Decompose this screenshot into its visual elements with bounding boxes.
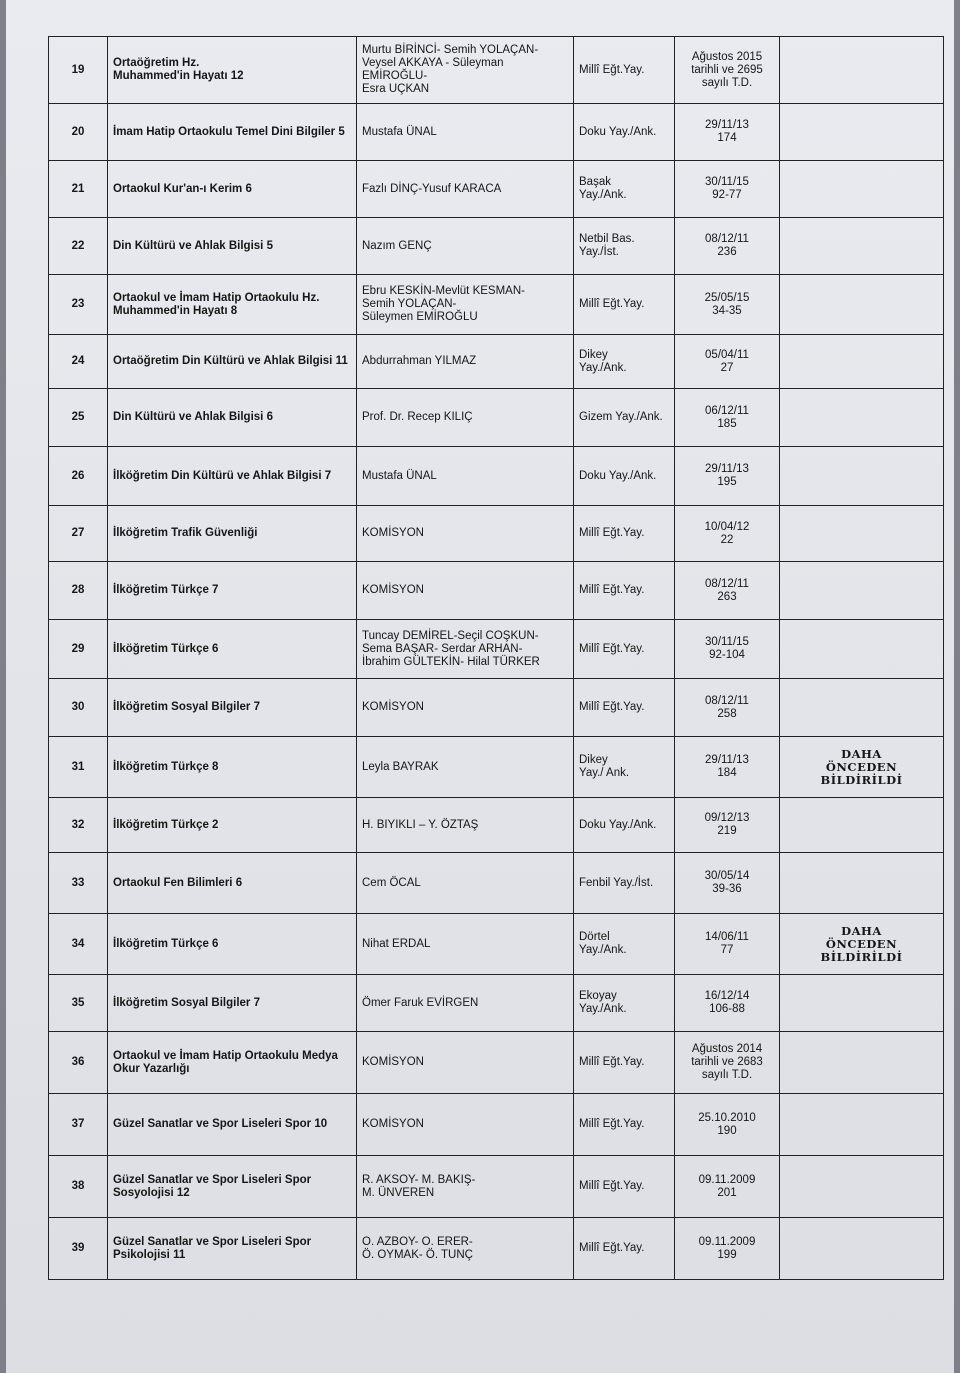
book-title: Ortaokul ve İmam Hatip Ortaokulu Medya Okur Yazarlığı (108, 1032, 357, 1094)
book-title: İlköğretim Türkçe 6 (108, 620, 357, 679)
status-note (780, 853, 944, 914)
row-number: 31 (49, 737, 108, 798)
book-publisher: Doku Yay./Ank. (574, 447, 675, 506)
book-author: Ömer Faruk EVİRGEN (357, 975, 574, 1032)
approval-date: 30/11/15 92-104 (675, 620, 780, 679)
book-publisher: Millî Eğt.Yay. (574, 1218, 675, 1280)
book-author: Ebru KESKİN-Mevlüt KESMAN- Semih YOLAÇAN- Süleymen EMİROĞLU (357, 275, 574, 335)
book-publisher: Dikey Yay./Ank. (574, 335, 675, 389)
book-publisher: Başak Yay./Ank. (574, 161, 675, 218)
approval-date: 08/12/11 258 (675, 679, 780, 737)
approval-date: 29/11/13 184 (675, 737, 780, 798)
table-row (49, 1032, 944, 1094)
book-publisher: Doku Yay./Ank. (574, 104, 675, 161)
table-body (49, 37, 944, 1280)
row-number: 23 (49, 275, 108, 335)
book-author: Cem ÖCAL (357, 853, 574, 914)
approval-date: 14/06/11 77 (675, 914, 780, 975)
book-title: Ortaokul Fen Bilimleri 6 (108, 853, 357, 914)
row-number: 39 (49, 1218, 108, 1280)
status-note (780, 1218, 944, 1280)
book-author: Murtu BİRİNCİ- Semih YOLAÇAN- Veysel AKKAYA - Süleyman EMİROĞLU- Esra UÇKAN (357, 37, 574, 104)
row-number: 28 (49, 562, 108, 620)
table-row (49, 104, 944, 161)
status-note (780, 1032, 944, 1094)
book-author: Mustafa ÜNAL (357, 447, 574, 506)
book-title: İlköğretim Sosyal Bilgiler 7 (108, 975, 357, 1032)
status-note (780, 1156, 944, 1218)
book-publisher: Netbil Bas. Yay./İst. (574, 218, 675, 275)
table-row (49, 1094, 944, 1156)
table-row (49, 161, 944, 218)
table-row (49, 798, 944, 853)
book-title: İlköğretim Türkçe 7 (108, 562, 357, 620)
book-publisher: Ekoyay Yay./Ank. (574, 975, 675, 1032)
book-publisher: Millî Eğt.Yay. (574, 1094, 675, 1156)
book-publisher: Dikey Yay./ Ank. (574, 737, 675, 798)
book-author: Nazım GENÇ (357, 218, 574, 275)
book-author: KOMİSYON (357, 679, 574, 737)
book-publisher: Dörtel Yay./Ank. (574, 914, 675, 975)
status-note (780, 1094, 944, 1156)
approval-date: 09.11.2009 199 (675, 1218, 780, 1280)
book-title: İmam Hatip Ortaokulu Temel Dini Bilgiler 5 (108, 104, 357, 161)
book-publisher: Millî Eğt.Yay. (574, 506, 675, 562)
approval-date: 25.10.2010 190 (675, 1094, 780, 1156)
row-number: 34 (49, 914, 108, 975)
book-title: Din Kültürü ve Ahlak Bilgisi 6 (108, 389, 357, 447)
status-note (780, 447, 944, 506)
book-author: KOMİSYON (357, 1094, 574, 1156)
table-row (49, 853, 944, 914)
book-title: Ortaokul ve İmam Hatip Ortaokulu Hz. Muhammed'in Hayatı 8 (108, 275, 357, 335)
book-title: İlköğretim Din Kültürü ve Ahlak Bilgisi 7 (108, 447, 357, 506)
book-title: İlköğretim Sosyal Bilgiler 7 (108, 679, 357, 737)
book-publisher: Gizem Yay./Ank. (574, 389, 675, 447)
table-row (49, 506, 944, 562)
book-title: İlköğretim Trafik Güvenliği (108, 506, 357, 562)
table-row (49, 1218, 944, 1280)
row-number: 36 (49, 1032, 108, 1094)
book-title: Güzel Sanatlar ve Spor Liseleri Spor Sosyolojisi 12 (108, 1156, 357, 1218)
table-row (49, 389, 944, 447)
table-row (49, 620, 944, 679)
table-row (49, 737, 944, 798)
book-title: İlköğretim Türkçe 8 (108, 737, 357, 798)
approval-date: 06/12/11 185 (675, 389, 780, 447)
book-publisher: Fenbil Yay./İst. (574, 853, 675, 914)
book-author: KOMİSYON (357, 1032, 574, 1094)
approval-date: 09.11.2009 201 (675, 1156, 780, 1218)
book-title: İlköğretim Türkçe 6 (108, 914, 357, 975)
row-number: 33 (49, 853, 108, 914)
approval-date: Ağustos 2014 tarihli ve 2683 sayılı T.D. (675, 1032, 780, 1094)
table-row (49, 679, 944, 737)
row-number: 24 (49, 335, 108, 389)
approval-date: 08/12/11 263 (675, 562, 780, 620)
row-number: 29 (49, 620, 108, 679)
status-note (780, 679, 944, 737)
table-row (49, 562, 944, 620)
approval-date: 16/12/14 106-88 (675, 975, 780, 1032)
book-title: Güzel Sanatlar ve Spor Liseleri Spor Psikolojisi 11 (108, 1218, 357, 1280)
book-title: Güzel Sanatlar ve Spor Liseleri Spor 10 (108, 1094, 357, 1156)
status-note (780, 562, 944, 620)
row-number: 20 (49, 104, 108, 161)
textbook-list-table (48, 36, 944, 1280)
book-title: İlköğretim Türkçe 2 (108, 798, 357, 853)
table-row (49, 275, 944, 335)
book-author: Fazlı DİNÇ-Yusuf KARACA (357, 161, 574, 218)
table-row (49, 1156, 944, 1218)
book-author: R. AKSOY- M. BAKIŞ- M. ÜNVEREN (357, 1156, 574, 1218)
status-note: DAHA ÖNCEDEN BİLDİRİLDİ (780, 737, 944, 798)
book-publisher: Doku Yay./Ank. (574, 798, 675, 853)
book-author: Nihat ERDAL (357, 914, 574, 975)
book-author: Tuncay DEMİREL-Seçil COŞKUN- Sema BAŞAR- Serdar ARHAN- İbrahim GÜLTEKİN- Hilal TÜRKER (357, 620, 574, 679)
row-number: 32 (49, 798, 108, 853)
status-note (780, 218, 944, 275)
row-number: 37 (49, 1094, 108, 1156)
table-row (49, 335, 944, 389)
status-note (780, 37, 944, 104)
book-title: Ortaöğretim Hz. Muhammed'in Hayatı 12 (108, 37, 357, 104)
table-row (49, 975, 944, 1032)
approval-date: 05/04/11 27 (675, 335, 780, 389)
status-note (780, 798, 944, 853)
row-number: 30 (49, 679, 108, 737)
approval-date: 10/04/12 22 (675, 506, 780, 562)
row-number: 35 (49, 975, 108, 1032)
approval-date: 08/12/11 236 (675, 218, 780, 275)
book-author: KOMİSYON (357, 562, 574, 620)
table-row (49, 447, 944, 506)
book-publisher: Millî Eğt.Yay. (574, 37, 675, 104)
book-publisher: Millî Eğt.Yay. (574, 1032, 675, 1094)
status-note (780, 975, 944, 1032)
status-note (780, 275, 944, 335)
approval-date: Ağustos 2015 tarihli ve 2695 sayılı T.D. (675, 37, 780, 104)
table-row (49, 37, 944, 104)
book-author: Abdurrahman YILMAZ (357, 335, 574, 389)
book-author: H. BIYIKLI – Y. ÖZTAŞ (357, 798, 574, 853)
book-publisher: Millî Eğt.Yay. (574, 562, 675, 620)
status-note (780, 104, 944, 161)
row-number: 22 (49, 218, 108, 275)
row-number: 21 (49, 161, 108, 218)
book-title: Ortaöğretim Din Kültürü ve Ahlak Bilgisi 11 (108, 335, 357, 389)
approval-date: 29/11/13 195 (675, 447, 780, 506)
approval-date: 30/05/14 39-36 (675, 853, 780, 914)
book-title: Din Kültürü ve Ahlak Bilgisi 5 (108, 218, 357, 275)
book-publisher: Millî Eğt.Yay. (574, 275, 675, 335)
status-note: DAHA ÖNCEDEN BİLDİRİLDİ (780, 914, 944, 975)
approval-date: 29/11/13 174 (675, 104, 780, 161)
status-note (780, 161, 944, 218)
document-page (6, 0, 954, 1373)
book-publisher: Millî Eğt.Yay. (574, 679, 675, 737)
book-author: Leyla BAYRAK (357, 737, 574, 798)
book-author: KOMİSYON (357, 506, 574, 562)
book-author: Prof. Dr. Recep KILIÇ (357, 389, 574, 447)
approval-date: 09/12/13 219 (675, 798, 780, 853)
book-author: O. AZBOY- O. ERER- Ö. OYMAK- Ö. TUNÇ (357, 1218, 574, 1280)
row-number: 19 (49, 37, 108, 104)
table-row (49, 914, 944, 975)
row-number: 25 (49, 389, 108, 447)
table-row (49, 218, 944, 275)
approval-date: 25/05/15 34-35 (675, 275, 780, 335)
book-author: Mustafa ÜNAL (357, 104, 574, 161)
status-note (780, 335, 944, 389)
approval-date: 30/11/15 92-77 (675, 161, 780, 218)
book-title: Ortaokul Kur'an-ı Kerim 6 (108, 161, 357, 218)
book-publisher: Millî Eğt.Yay. (574, 1156, 675, 1218)
status-note (780, 506, 944, 562)
status-note (780, 389, 944, 447)
row-number: 38 (49, 1156, 108, 1218)
row-number: 26 (49, 447, 108, 506)
row-number: 27 (49, 506, 108, 562)
status-note (780, 620, 944, 679)
book-publisher: Millî Eğt.Yay. (574, 620, 675, 679)
